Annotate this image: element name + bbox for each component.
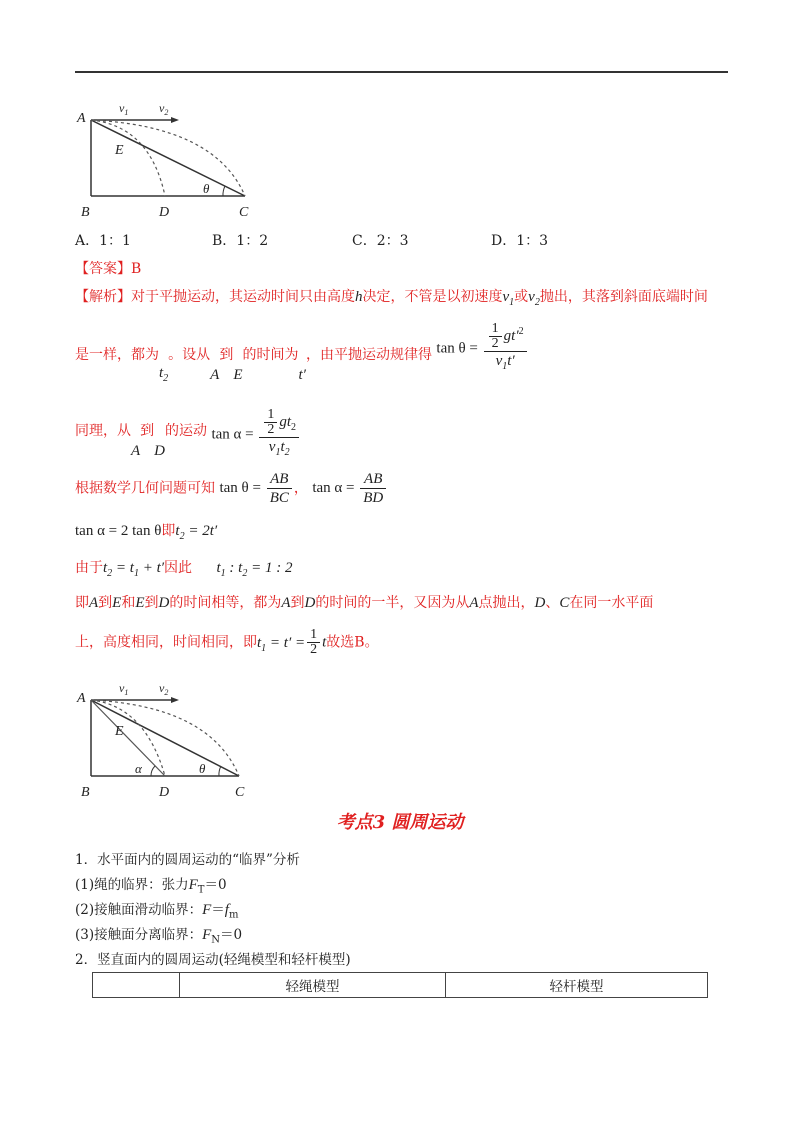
label-alpha: α xyxy=(135,761,142,776)
item-2: 2．竖直面内的圆周运动(轻绳模型和轻杆模型) xyxy=(75,952,351,968)
analysis-line-4: 根据数学几何问题可知 tan θ = $\frac{AB}{BC}$ ， tan α = $\frac{AB}{BD}$ xyxy=(75,470,388,507)
choice-d[interactable]: D．1：3 xyxy=(491,233,549,249)
table-cell-empty xyxy=(93,973,180,998)
item-1-3: (3)接触面分离临界：$F_N=0$ xyxy=(75,927,243,946)
header-rule xyxy=(75,71,728,73)
model-table xyxy=(92,972,708,998)
analysis-line-8: 上，高度相同，时间相同，即$t_1 = t'$ = $\frac{1}{2}$ t故选B。 xyxy=(75,627,379,657)
label-C: C xyxy=(239,205,249,220)
label-v2: $v_2$ xyxy=(159,101,169,117)
label-theta: θ xyxy=(203,181,210,196)
item-1-2: (2)接触面滑动临界：$F=f_m$ xyxy=(75,902,239,921)
choice-b[interactable]: B．1：2 xyxy=(212,233,269,249)
analysis-line-2: 是一样，都为$t_2$。设从A到E的时间为t′，由平抛运动规律得 tan θ = $\frac{1}{2}$ $gt'^2$ $v_1t'$ xyxy=(75,328,529,382)
label-E: E xyxy=(115,724,124,739)
label-E: E xyxy=(115,143,124,158)
label-B: B xyxy=(81,205,90,220)
label-D: D xyxy=(159,205,170,220)
analysis-line-1: 【解析】对于平抛运动，其运动时间只由高度h决定，不管是以初速度$v_1$或$v_2$抛出，其落到斜面底端时间 xyxy=(75,289,708,308)
label-theta: θ xyxy=(199,761,206,776)
table-header-rope-model: 轻绳模型 xyxy=(180,973,446,998)
analysis-line-3: 同理，从A到D的运动 tan α = $\frac{1}{2}$ $gt_2$ $v_1t_2$ xyxy=(75,404,301,458)
projectile-diagram-2 xyxy=(75,678,265,803)
answer-line: 【答案】B xyxy=(75,261,142,277)
analysis-line-7: 即A到E和E到D的时间相等，都为A到D的时间的一半，又因为从A点抛出，D、C在同一水平面 xyxy=(75,595,654,611)
label-D: D xyxy=(159,785,170,800)
section-heading: 考点3 圆周运动 xyxy=(336,812,464,833)
table-header-rod-model: 轻杆模型 xyxy=(446,973,708,998)
table-row xyxy=(93,973,708,998)
choice-c[interactable]: C．2：3 xyxy=(352,233,409,249)
label-v2: $v_2$ xyxy=(159,681,169,697)
analysis-line-5: tan α = 2 tan θ即$t_2 = 2t'$ xyxy=(75,523,218,542)
projectile-diagram-1 xyxy=(75,98,265,223)
item-1-1: (1)绳的临界：张力$F_T=0$ xyxy=(75,877,227,896)
item-1: 1．水平面内的圆周运动的“临界”分析 xyxy=(75,852,300,868)
label-C: C xyxy=(235,785,245,800)
label-A: A xyxy=(77,691,86,706)
label-v1: $v_1$ xyxy=(119,101,129,117)
label-A: A xyxy=(77,111,86,126)
label-v1: $v_1$ xyxy=(119,681,129,697)
choice-a[interactable]: A．1：1 xyxy=(75,233,131,249)
analysis-line-6: 由于$t_2 = t_1 + t'$因此 $t_1$ : $t_2 = 1$ : 2 xyxy=(75,560,293,579)
label-B: B xyxy=(81,785,90,800)
